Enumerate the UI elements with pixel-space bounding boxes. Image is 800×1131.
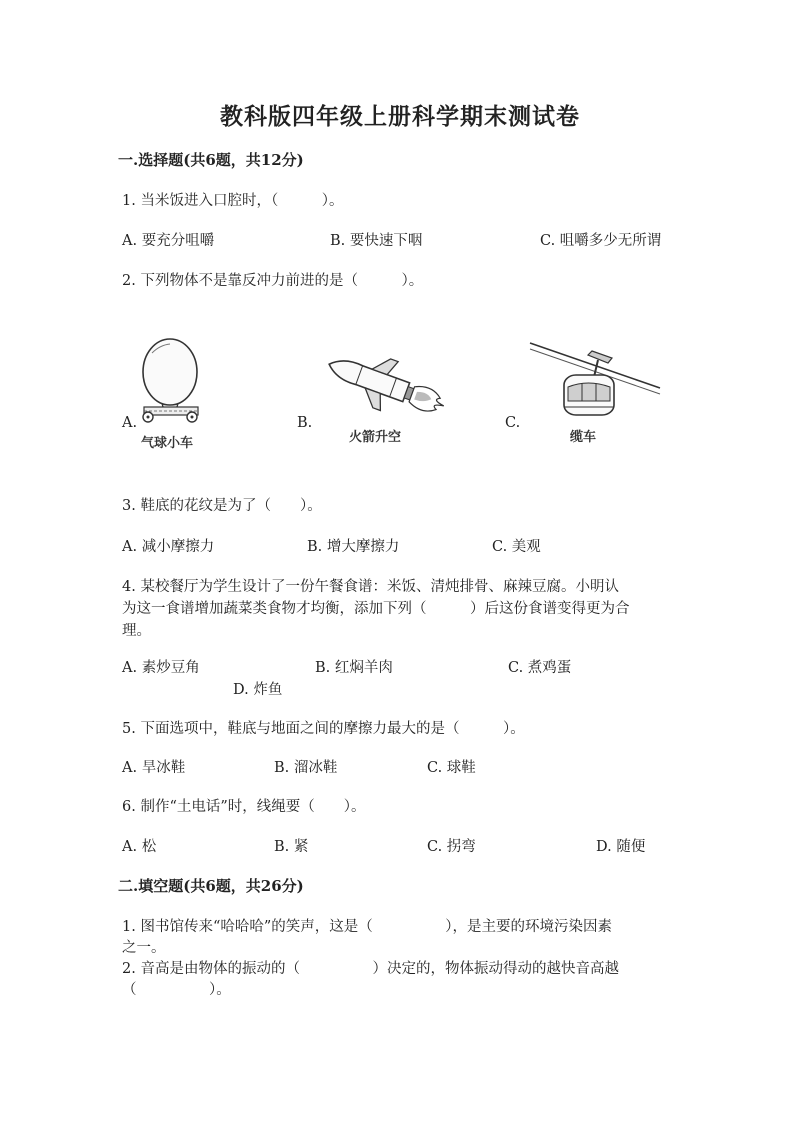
q5-option-b: B. 溜冰鞋 — [274, 760, 338, 776]
q4-option-a: A. 素炒豆角 — [122, 660, 200, 676]
q4-option-c: C. 煮鸡蛋 — [508, 660, 572, 676]
q6-option-b: B. 紧 — [274, 839, 309, 855]
question-5-stem: 5. 下面选项中，鞋底与地面之间的摩擦力最大的是（ ）。 — [122, 721, 525, 737]
fill-question-1-line2: 之一。 — [122, 940, 166, 956]
section-heading-fill-in: 二.填空题(共6题，共26分) — [118, 877, 304, 895]
page-title: 教科版四年级上册科学期末测试卷 — [220, 103, 580, 130]
q1-option-c: C. 咀嚼多少无所谓 — [540, 233, 662, 249]
q1-option-a: A. 要充分咀嚼 — [122, 233, 215, 249]
q5-option-a: A. 旱冰鞋 — [122, 760, 186, 776]
q4-option-d: D. 炸鱼 — [233, 682, 283, 698]
caption-cable-car: 缆车 — [570, 430, 597, 445]
balloon-car-icon — [130, 335, 210, 425]
fill-question-1-line1: 1. 图书馆传来“哈哈哈”的笑声，这是（ ），是主要的环境污染因素 — [122, 919, 613, 935]
fill-question-2-line2: （ ）。 — [122, 982, 231, 998]
rocket-icon — [318, 352, 458, 422]
cable-car-icon — [528, 333, 663, 433]
q3-option-c: C. 美观 — [492, 539, 541, 555]
question-4-stem-line3: 理。 — [122, 623, 151, 639]
question-3-stem: 3. 鞋底的花纹是为了（ ）。 — [122, 498, 322, 514]
caption-balloon-car: 气球小车 — [141, 436, 194, 451]
q5-option-c: C. 球鞋 — [427, 760, 476, 776]
question-1-stem: 1. 当米饭进入口腔时，（ ）。 — [122, 193, 344, 209]
q1-option-b: B. 要快速下咽 — [330, 233, 423, 249]
question-2-stem: 2. 下列物体不是靠反冲力前进的是（ ）。 — [122, 273, 424, 289]
q3-option-a: A. 减小摩擦力 — [122, 539, 215, 555]
fill-question-2-line1: 2. 音高是由物体的振动的（ ）决定的，物体振动得动的越快音高越 — [122, 961, 619, 977]
q4-option-b: B. 红焖羊肉 — [315, 660, 393, 676]
q6-option-d: D. 随便 — [596, 839, 646, 855]
q3-option-b: B. 增大摩擦力 — [307, 539, 400, 555]
q2-option-b: B. — [297, 415, 313, 431]
caption-rocket: 火箭升空 — [349, 430, 402, 445]
question-4-stem-line1: 4. 某校餐厅为学生设计了一份午餐食谱：米饭、清炖排骨、麻辣豆腐。小明认 — [122, 579, 619, 595]
question-6-stem: 6. 制作“土电话”时，线绳要（ ）。 — [122, 799, 366, 815]
q6-option-a: A. 松 — [122, 839, 157, 855]
q2-option-c: C. — [505, 415, 521, 431]
section-heading-choice: 一.选择题(共6题，共12分) — [118, 151, 304, 169]
q6-option-c: C. 拐弯 — [427, 839, 476, 855]
question-4-stem-line2: 为这一食谱增加蔬菜类食物才均衡，添加下列（ ）后这份食谱变得更为合 — [122, 601, 630, 617]
q2-option-a: A. — [122, 415, 138, 431]
